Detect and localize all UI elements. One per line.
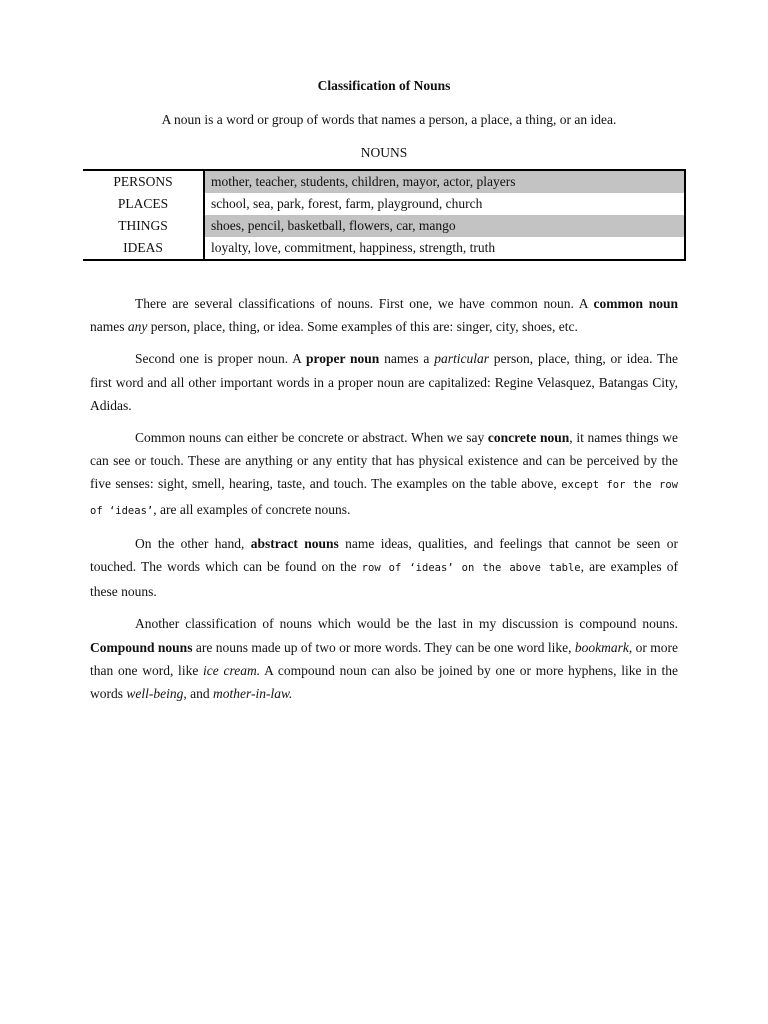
document-body — [90, 292, 678, 714]
text-run: name ideas, qualities, and feelings that cannot be seen or touched. The words which can be found on the — [90, 535, 679, 575]
term-bold: abstract nouns — [250, 535, 339, 551]
text-run: A compound noun can also be joined by one or more hyphens, like in the words — [90, 662, 678, 702]
text-run: names — [90, 319, 128, 335]
text-run: , are examples of these nouns. — [90, 559, 678, 600]
paragraph-concrete-noun — [90, 426, 678, 523]
table-category-cell: PLACES — [117, 196, 169, 211]
table-row — [83, 237, 685, 260]
text-run: names a — [379, 351, 435, 367]
table-examples-cell: shoes, pencil, basketball, flowers, car, mango — [204, 215, 685, 237]
text-run: , are all examples of concrete nouns. — [153, 501, 351, 517]
table-category-cell: IDEAS — [123, 240, 163, 255]
document-title: Classification of Nouns — [317, 78, 451, 93]
text-italic: mother-in-law. — [213, 686, 293, 702]
table-category-cell: THINGS — [118, 218, 168, 233]
table-heading: NOUNS — [360, 145, 408, 160]
term-bold: proper noun — [305, 351, 380, 367]
paragraph-proper-noun — [90, 347, 678, 417]
term-bold: concrete noun — [487, 430, 570, 446]
table-row — [83, 215, 685, 237]
table-category-cell: PERSONS — [113, 174, 173, 189]
text-run: Second one is proper noun. A — [135, 351, 306, 367]
paragraph-compound-noun — [90, 612, 678, 705]
text-italic: well-being, — [126, 686, 187, 702]
table-examples-cell: mother, teacher, students, children, mayor, actor, players — [204, 170, 685, 193]
paragraph-common-noun — [90, 292, 678, 338]
table-examples-cell: loyalty, love, commitment, happiness, strength, truth — [204, 237, 685, 260]
text-run: person, place, thing, or idea. Some examples of this are: singer, city, shoes, etc. — [147, 319, 578, 335]
text-italic: bookmark, — [574, 639, 633, 655]
term-bold: common noun — [593, 296, 679, 311]
text-italic: ice cream. — [203, 662, 261, 678]
paragraph-abstract-noun — [90, 532, 678, 604]
text-mono: row of ‘ideas’ on the above table — [361, 562, 581, 575]
text-run: Common nouns can either be concrete or abstract. When we say — [135, 430, 488, 446]
text-italic: particular — [434, 351, 489, 367]
text-run: , it names things we can see or touch. These are anything or any entity that has physical existence and can be perceived by the five senses: sight, smell, hearing, taste, and touch. The examples on the table above, — [90, 430, 678, 492]
nouns-table — [83, 169, 686, 261]
text-run: and — [186, 686, 213, 702]
text-mono: except for the row of ‘ideas’ — [90, 479, 678, 517]
text-run: or more than one word, like — [90, 639, 678, 678]
table-examples-cell: school, sea, park, forest, farm, playground, church — [204, 193, 685, 215]
table-row — [83, 193, 685, 215]
table-row — [83, 170, 685, 193]
text-run: Another classification of nouns which would be the last in my discussion is compound nouns. — [135, 616, 678, 632]
text-run: On the other hand, — [135, 535, 251, 551]
term-bold: Compound nouns — [90, 639, 193, 655]
intro-sentence: A noun is a word or group of words that names a person, a place, a thing, or an idea. — [161, 112, 617, 127]
text-run: There are several classifications of nouns. First one, we have common noun. A — [135, 296, 594, 311]
text-run: are nouns made up of two or more words. They can be one word like, — [192, 639, 575, 655]
text-italic: any — [127, 319, 148, 335]
text-run: person, place, thing, or idea. The first word and all other important words in a proper noun are capitalized: Regine Velasquez, Batangas City, Adidas. — [90, 351, 679, 413]
